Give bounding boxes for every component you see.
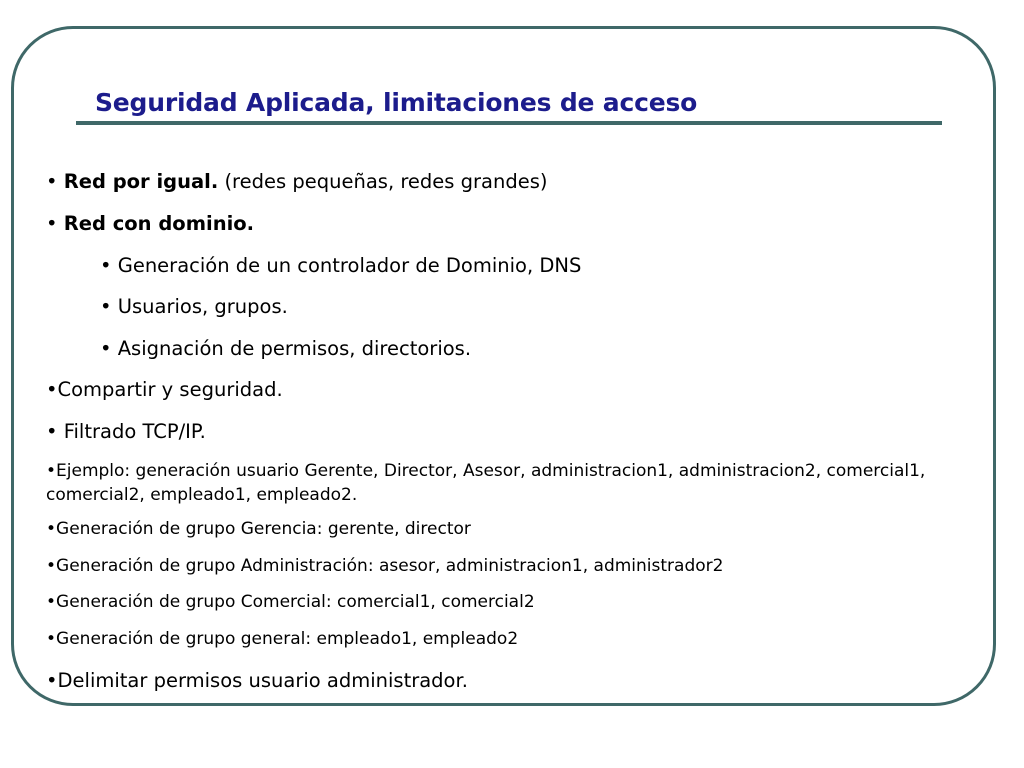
bullet-filtrado bbox=[46, 422, 206, 442]
bullet-red-por-igual bbox=[46, 172, 548, 192]
bullet-mark: • bbox=[46, 170, 58, 193]
bullet-bold-text: Red por igual. bbox=[63, 170, 219, 193]
bullet-text: (redes pequeñas, redes grandes) bbox=[218, 170, 548, 193]
bullet-red-con-dominio bbox=[46, 214, 254, 234]
bullet-mark: • bbox=[100, 254, 112, 277]
slide-title: Seguridad Aplicada, limitaciones de acceso bbox=[95, 88, 698, 117]
subbullet-asignacion bbox=[100, 339, 471, 359]
bullet-mark: • bbox=[46, 519, 57, 539]
bullet-mark: • bbox=[46, 629, 57, 649]
bullet-mark: • bbox=[46, 212, 58, 235]
bullet-mark: • bbox=[100, 295, 112, 318]
bullet-text: Generación de grupo Gerencia: gerente, director bbox=[56, 519, 471, 539]
bullet-ejemplo bbox=[46, 459, 976, 507]
bullet-mark: • bbox=[46, 378, 58, 401]
bullet-grupo-general bbox=[46, 631, 518, 648]
bullet-text: Filtrado TCP/IP. bbox=[63, 420, 206, 443]
bullet-text: Ejemplo: generación usuario Gerente, Director, Asesor, administracion1, administracion2, comercial1, comercial2, empleado1, empleado2. bbox=[46, 461, 926, 505]
bullet-text: Generación de un controlador de Dominio, DNS bbox=[117, 254, 582, 277]
bullet-text: Compartir y seguridad. bbox=[57, 378, 283, 401]
bullet-grupo-comercial bbox=[46, 594, 535, 611]
bullet-mark: • bbox=[100, 337, 112, 360]
subbullet-usuarios bbox=[100, 297, 288, 317]
bullet-text: Generación de grupo general: empleado1, empleado2 bbox=[56, 629, 519, 649]
bullet-compartir bbox=[46, 380, 283, 400]
bullet-mark: • bbox=[46, 592, 57, 612]
bullet-text: Asignación de permisos, directorios. bbox=[117, 337, 472, 360]
bullet-mark: • bbox=[46, 461, 57, 481]
bullet-text: Usuarios, grupos. bbox=[117, 295, 288, 318]
bullet-text: Delimitar permisos usuario administrador. bbox=[57, 669, 468, 692]
title-underline bbox=[76, 121, 942, 125]
bullet-bold-text: Red con dominio. bbox=[63, 212, 255, 235]
bullet-mark: • bbox=[46, 669, 58, 692]
bullet-mark: • bbox=[46, 556, 57, 576]
bullet-grupo-gerencia bbox=[46, 521, 471, 538]
bullet-text: Generación de grupo Comercial: comercial1, comercial2 bbox=[56, 592, 535, 612]
bullet-text: Generación de grupo Administración: asesor, administracion1, administrador2 bbox=[56, 556, 724, 576]
bullet-grupo-administracion bbox=[46, 558, 723, 575]
bullet-mark: • bbox=[46, 420, 58, 443]
bullet-delimitar bbox=[46, 671, 468, 691]
subbullet-controlador bbox=[100, 256, 581, 276]
